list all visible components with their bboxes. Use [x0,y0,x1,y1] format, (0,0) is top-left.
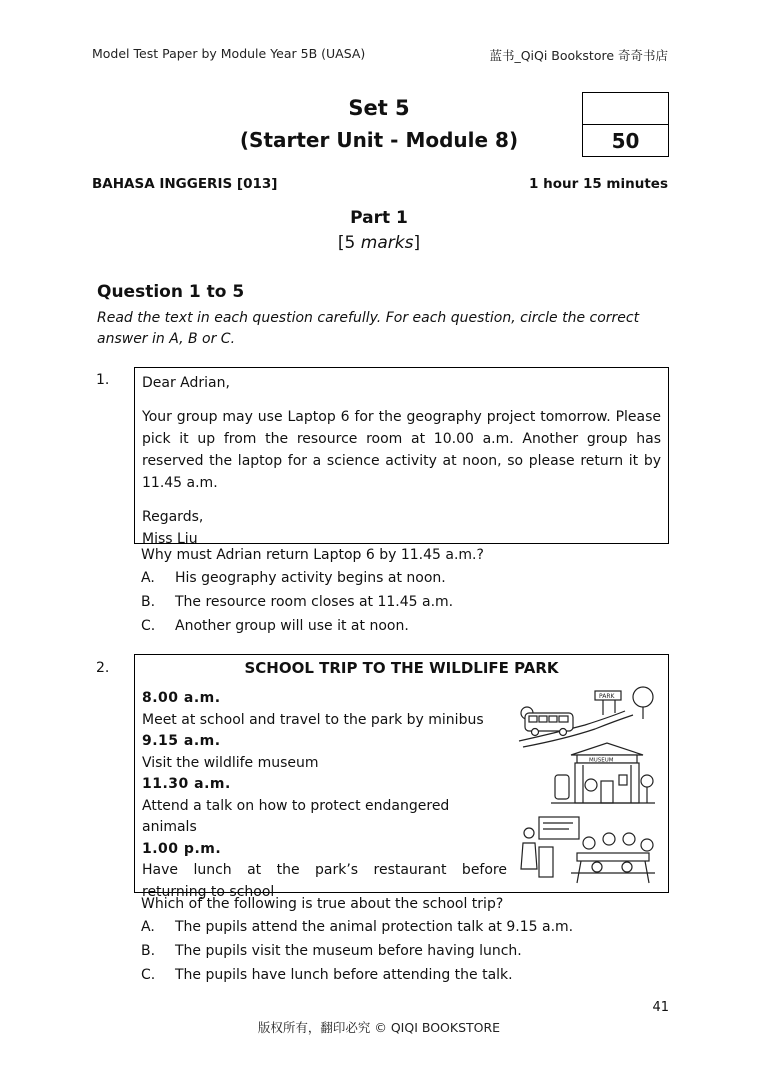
talk-and-lunch-illustration [521,817,655,883]
running-header-left: Model Test Paper by Module Year 5B (UASA) [92,46,366,61]
q1-option-a[interactable]: A. His geography activity begins at noon. [141,570,446,586]
copyright-footer: 版权所有，翻印必究 © QIQI BOOKSTORE [257,1020,501,1035]
note-greeting: Dear Adrian, [142,375,230,391]
question-number-2: 2. [96,660,110,676]
schedule-activity: Meet at school and travel to the park by minibus [142,711,484,728]
section-instruction: Read the text in each question carefully. For each question, circle the correct answer in A, B or C. [97,310,640,347]
park-sign-text: PARK [599,693,615,700]
q2-option-c[interactable]: C. The pupils have lunch before attending the talk. [141,967,513,983]
schedule-time: 1.00 p.m. [142,840,222,857]
note-body: Your group may use Laptop 6 for the geography project tomorrow. Please pick it up from the resource room at 10.00 a.m. Another group has reserved the laptop for a science activity at noon, so please return it by 11.45 a.m. [142,409,661,491]
trip-schedule [142,688,507,903]
question-number-1: 1. [96,372,110,388]
schedule-activity: Have lunch at the park’s restaurant before [142,862,507,878]
schedule-activity-cont: returning to school [142,883,275,900]
question-1-text: Why must Adrian return Laptop 6 by 11.45 a.m.? [141,547,484,563]
score-blank-cell [583,93,668,125]
note-regards: Regards, [142,509,204,525]
schedule-time: 9.15 a.m. [142,733,221,749]
q1-option-c[interactable]: C. Another group will use it at noon. [141,618,409,634]
schedule-activity: Attend a talk on how to protect endangered animals [142,797,450,835]
score-total: 50 [611,129,640,153]
score-box [582,92,669,157]
subject-code: BAHASA INGGERIS [013] [92,176,278,192]
park-entrance-illustration [519,687,653,747]
q1-option-b[interactable]: B. The resource room closes at 11.45 a.m. [141,594,454,610]
q2-option-a[interactable]: A. The pupils attend the animal protection talk at 9.15 a.m. [141,919,574,935]
trip-notice [134,654,669,900]
question-2-text: Which of the following is true about the school trip? [141,896,504,912]
set-title: Set 5 [348,96,410,120]
schedule-activity: Visit the wildlife museum [142,754,319,771]
museum-sign-text: MUSEUM [589,757,614,764]
section-heading: Question 1 to 5 [97,282,245,302]
schedule-time: 8.00 a.m. [142,690,221,706]
museum-illustration [551,743,655,803]
note-box [134,367,669,547]
trip-notice-title: SCHOOL TRIP TO THE WILDLIFE PARK [244,659,559,677]
note-signature: Miss Liu [142,531,198,547]
part-marks: [5 marks] [337,233,421,253]
set-subtitle: (Starter Unit - Module 8) [239,128,519,152]
schedule-time: 11.30 a.m. [142,776,231,792]
running-header-right: 蓝书_QiQi Bookstore 奇奇书店 [489,48,668,63]
trip-illustrations [515,683,665,888]
q2-option-b[interactable]: B. The pupils visit the museum before having lunch. [141,943,522,959]
part-title: Part 1 [350,208,408,228]
page-number: 41 [652,1000,669,1015]
duration: 1 hour 15 minutes [529,176,668,192]
